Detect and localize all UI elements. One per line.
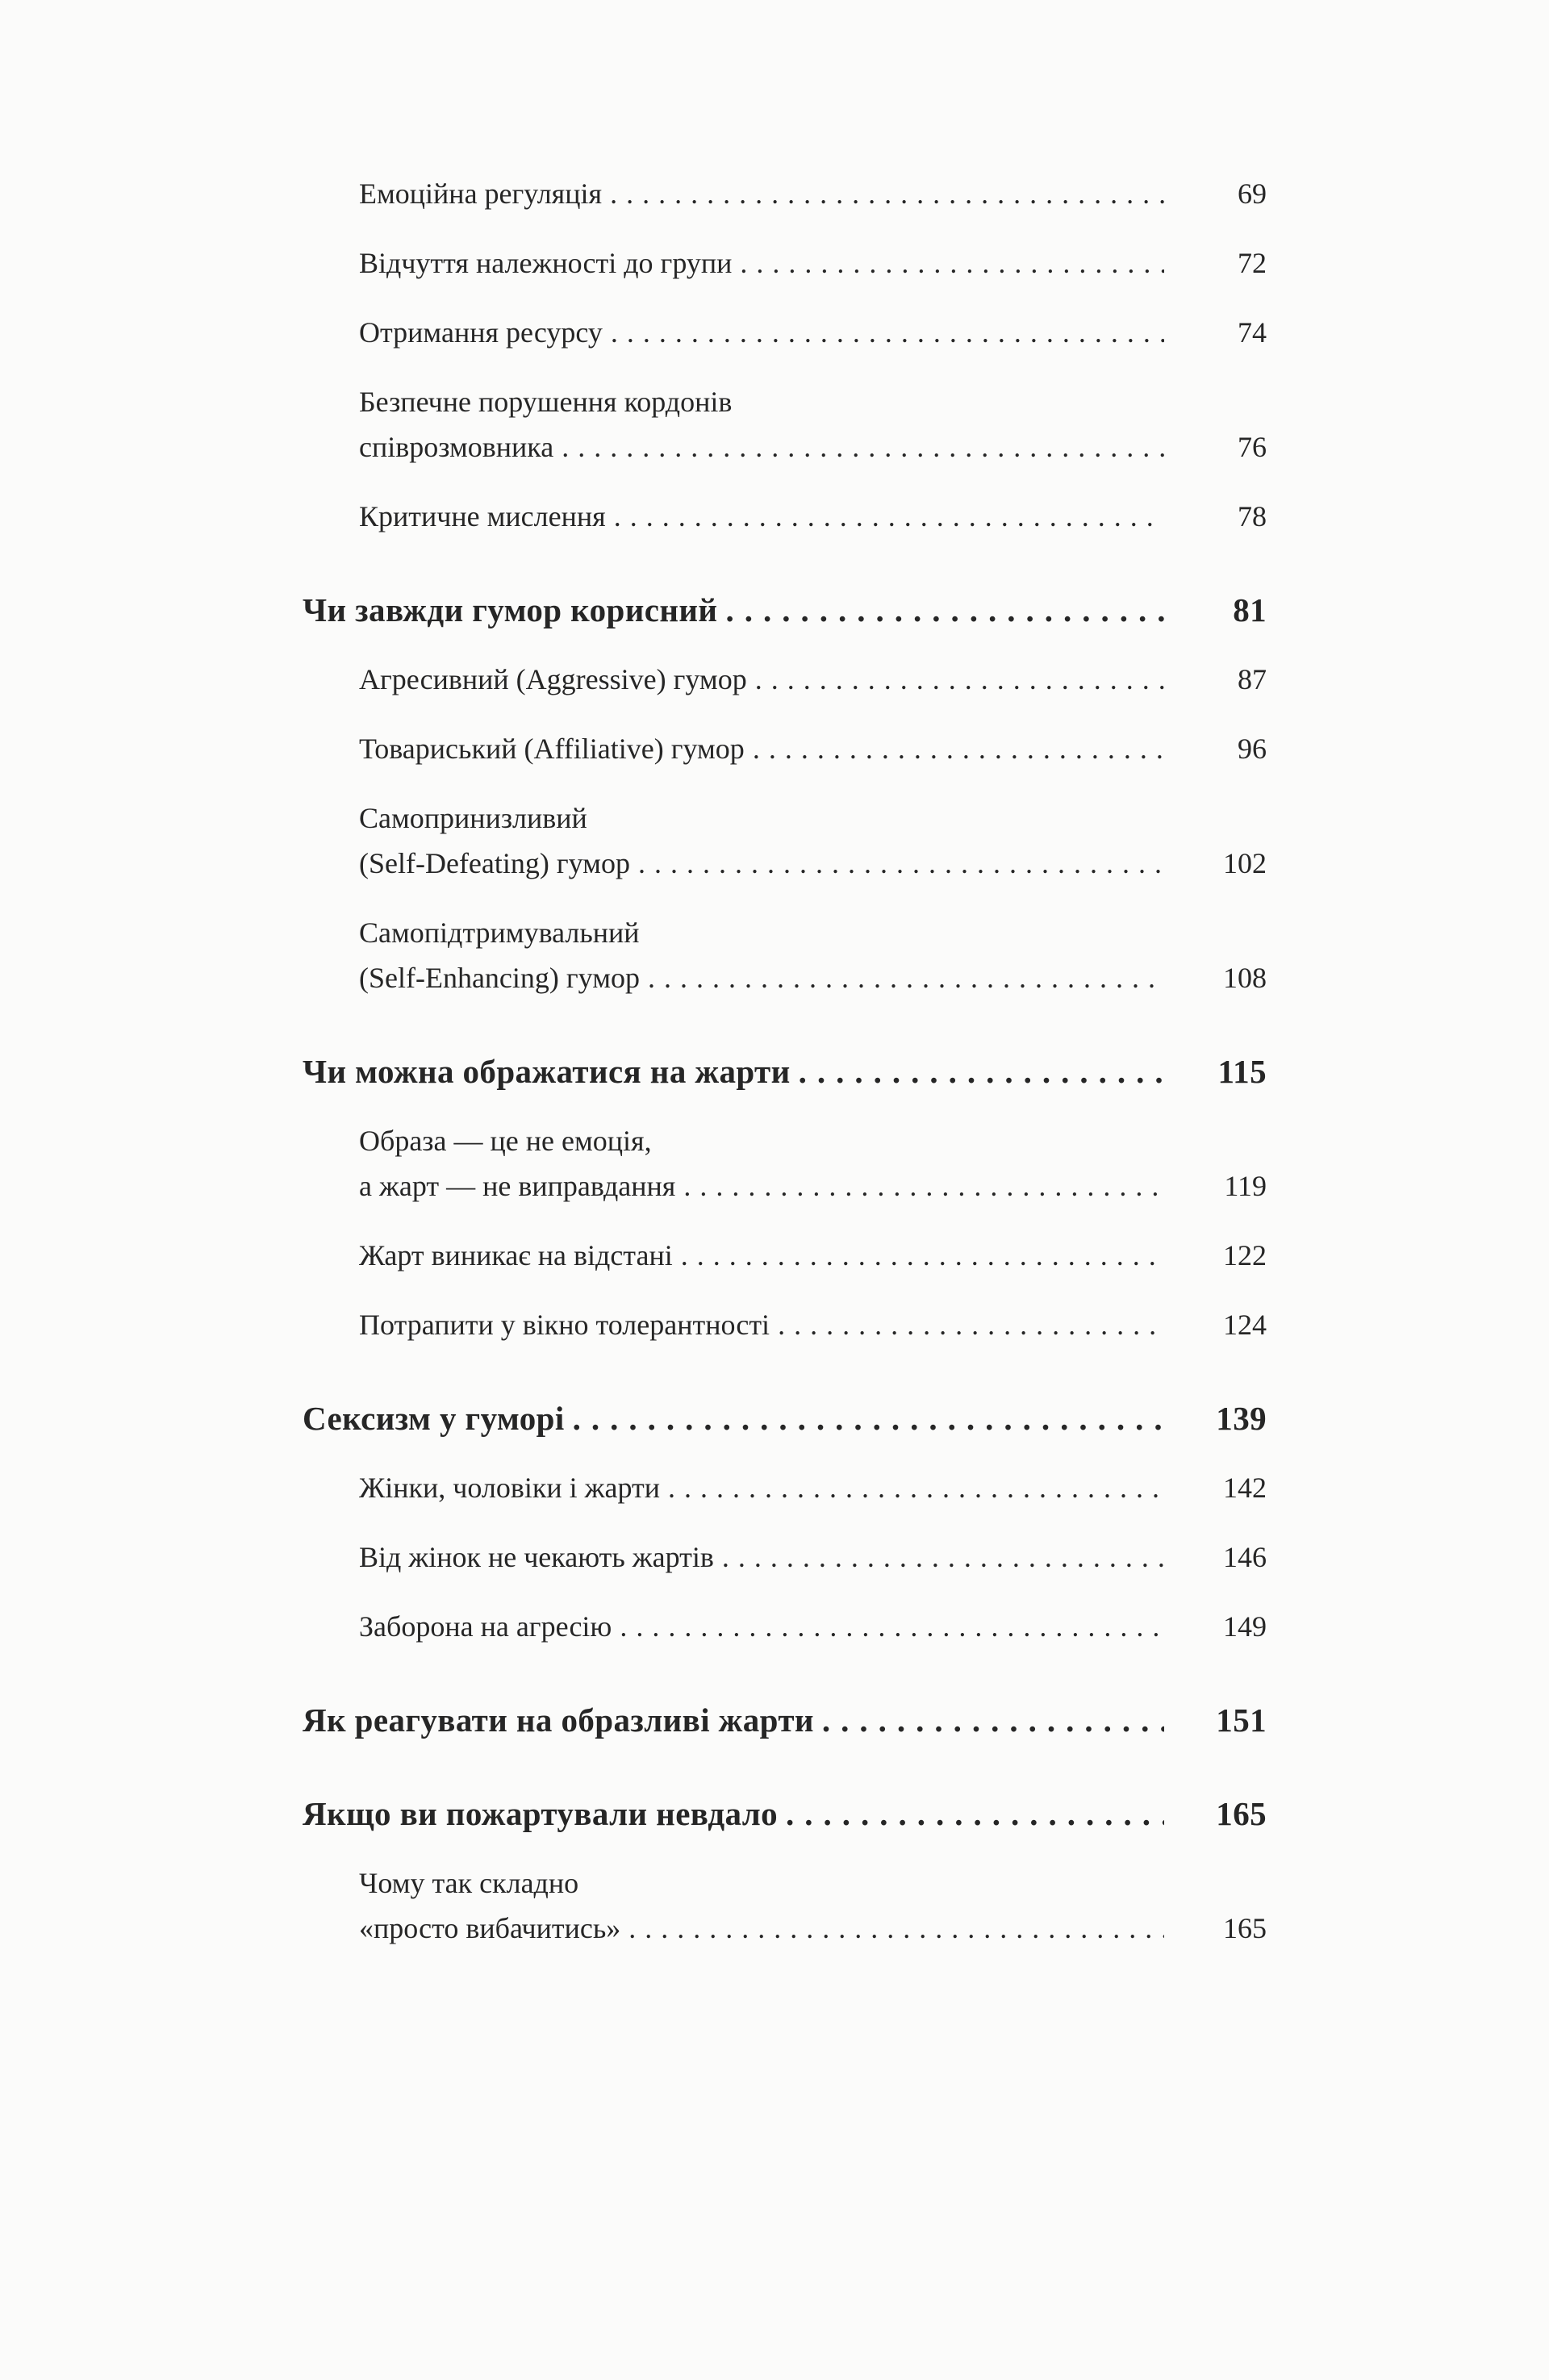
dot-leader bbox=[638, 841, 1164, 886]
dot-leader bbox=[620, 1604, 1164, 1649]
entry-title: Самопідтримувальний bbox=[359, 917, 640, 949]
dot-leader bbox=[799, 1049, 1164, 1094]
entry-title: Потрапити у вікно толерантності bbox=[359, 1309, 770, 1341]
toc-chapter-entry bbox=[303, 1791, 1267, 1836]
toc-chapter-entry bbox=[303, 587, 1267, 633]
page-number: 69 bbox=[1238, 177, 1267, 210]
entry-title: Від жінок не чекають жартів bbox=[359, 1541, 714, 1573]
toc-chapter-entry bbox=[303, 1049, 1267, 1094]
toc-entry bbox=[303, 1860, 1267, 1951]
page-number: 72 bbox=[1238, 247, 1267, 279]
entry-title: а жарт — не виправдання bbox=[359, 1170, 676, 1202]
entry-title: співрозмовника bbox=[359, 431, 554, 463]
toc-entry bbox=[303, 795, 1267, 886]
dot-leader bbox=[725, 587, 1164, 633]
entry-title: (Self-Defeating) гумор bbox=[359, 847, 630, 879]
dot-leader bbox=[778, 1302, 1164, 1347]
dot-leader bbox=[610, 171, 1164, 216]
entry-title: Сексизм у гуморі bbox=[303, 1400, 565, 1437]
toc-entry bbox=[303, 1233, 1267, 1278]
page-number: 96 bbox=[1238, 733, 1267, 765]
page-number: 165 bbox=[1216, 1795, 1267, 1832]
dot-leader bbox=[740, 240, 1164, 286]
dot-leader bbox=[668, 1465, 1164, 1510]
page-number: 146 bbox=[1223, 1541, 1267, 1573]
dot-leader bbox=[822, 1697, 1164, 1743]
dot-leader bbox=[681, 1233, 1164, 1278]
toc-entry bbox=[303, 726, 1267, 771]
dot-leader bbox=[683, 1163, 1164, 1209]
dot-leader bbox=[722, 1534, 1164, 1580]
page-number: 76 bbox=[1238, 431, 1267, 463]
toc-entry bbox=[303, 1534, 1267, 1580]
dot-leader bbox=[562, 424, 1164, 470]
entry-title: (Self-Enhancing) гумор bbox=[359, 962, 640, 994]
page-number: 81 bbox=[1233, 591, 1267, 628]
dot-leader bbox=[628, 1906, 1164, 1951]
dot-leader bbox=[614, 494, 1164, 539]
entry-title: Чи можна ображатися на жарти bbox=[303, 1053, 791, 1090]
page-number: 122 bbox=[1223, 1239, 1267, 1271]
toc-entry bbox=[303, 494, 1267, 539]
page-number: 151 bbox=[1216, 1701, 1267, 1739]
entry-title: Чи завжди гумор корисний bbox=[303, 591, 718, 628]
toc-entry bbox=[303, 379, 1267, 470]
entry-title: Образа — це не емоція, bbox=[359, 1125, 652, 1157]
page-number: 78 bbox=[1238, 500, 1267, 532]
page-number: 165 bbox=[1223, 1912, 1267, 1944]
page-number: 149 bbox=[1223, 1610, 1267, 1643]
page-number: 115 bbox=[1217, 1053, 1267, 1090]
entry-title: Якщо ви пожартували невдало bbox=[303, 1795, 779, 1832]
entry-title: Отримання ресурсу bbox=[359, 316, 603, 349]
entry-title: Критичне мислення bbox=[359, 500, 606, 532]
page-number: 124 bbox=[1223, 1309, 1267, 1341]
entry-title: Жарт виникає на відстані bbox=[359, 1239, 673, 1271]
toc-entry bbox=[303, 657, 1267, 702]
page-number: 74 bbox=[1238, 316, 1267, 349]
page-number: 87 bbox=[1238, 663, 1267, 695]
toc-chapter-entry bbox=[303, 1396, 1267, 1441]
entry-title: Заборона на агресію bbox=[359, 1610, 612, 1643]
entry-title: Жінки, чоловіки і жарти bbox=[359, 1472, 661, 1504]
dot-leader bbox=[611, 310, 1164, 355]
dot-leader bbox=[786, 1791, 1164, 1836]
page-number: 119 bbox=[1224, 1170, 1267, 1202]
toc-chapter-entry bbox=[303, 1697, 1267, 1743]
dot-leader bbox=[755, 657, 1164, 702]
toc-entry bbox=[303, 310, 1267, 355]
toc-entry bbox=[303, 1302, 1267, 1347]
entry-title: Безпечне порушення кордонів bbox=[359, 386, 733, 418]
dot-leader bbox=[753, 726, 1164, 771]
toc-entry bbox=[303, 1465, 1267, 1510]
toc-entry bbox=[303, 1604, 1267, 1649]
dot-leader bbox=[648, 955, 1164, 1000]
toc-entry bbox=[303, 240, 1267, 286]
dot-leader bbox=[573, 1396, 1164, 1441]
entry-title: Як реагувати на образливі жарти bbox=[303, 1701, 814, 1739]
toc-entry bbox=[303, 1118, 1267, 1209]
entry-title: Агресивний (Aggressive) гумор bbox=[359, 663, 747, 695]
page-number: 108 bbox=[1223, 962, 1267, 994]
entry-title: Чому так складно bbox=[359, 1867, 579, 1899]
entry-title: Відчуття належності до групи bbox=[359, 247, 733, 279]
page-number: 139 bbox=[1216, 1400, 1267, 1437]
toc-entry bbox=[303, 171, 1267, 216]
entry-title: Емоційна регуляція bbox=[359, 177, 603, 210]
page-number: 142 bbox=[1223, 1472, 1267, 1504]
entry-title: «просто вибачитись» bbox=[359, 1912, 621, 1944]
toc-entry bbox=[303, 910, 1267, 1000]
entry-title: Товариський (Affiliative) гумор bbox=[359, 733, 745, 765]
page-number: 102 bbox=[1223, 847, 1267, 879]
entry-title: Самопринизливий bbox=[359, 802, 587, 834]
